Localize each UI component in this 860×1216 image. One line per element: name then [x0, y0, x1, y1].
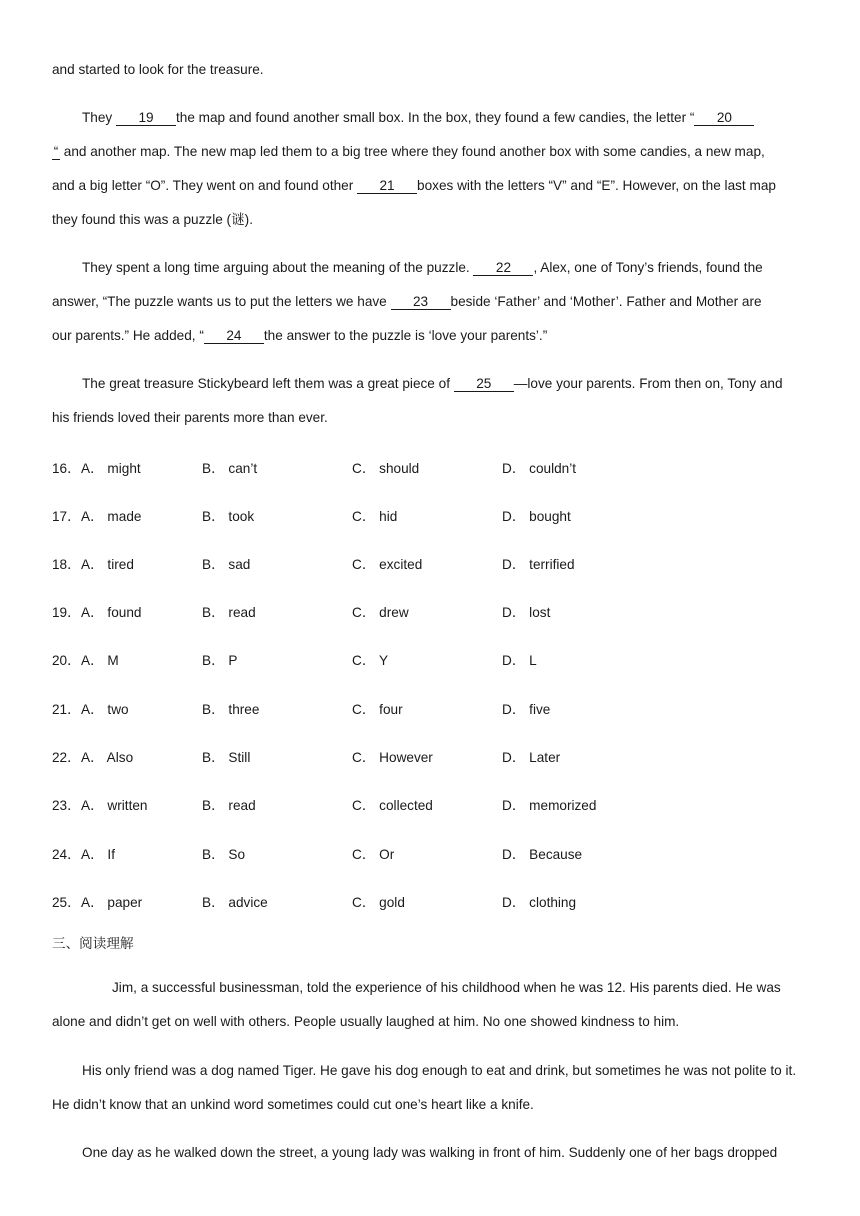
question-number: 23．: [52, 798, 81, 813]
passage-text: our parents.” He added, “: [52, 328, 204, 343]
passage-text: and a big letter “O”. They went on and found other: [52, 178, 358, 193]
option-a[interactable]: A． M: [81, 653, 119, 668]
reading-line: His only friend was a dog named Tiger. He gave his dog enough to eat and drink, but sometimes he was not polite to it.: [82, 1063, 797, 1078]
question-number: 25．: [52, 895, 81, 910]
question-row: [52, 601, 652, 619]
option-c[interactable]: C． However: [352, 750, 433, 765]
question-number: 24．: [52, 847, 81, 862]
passage-text: They: [82, 110, 116, 125]
question-row: [52, 746, 652, 764]
option-b[interactable]: B． advice: [202, 895, 268, 910]
question-number: 17．: [52, 509, 81, 524]
question-row: [52, 891, 652, 909]
question-row: [52, 843, 652, 861]
option-c[interactable]: C． drew: [352, 605, 409, 620]
question-row: [52, 457, 652, 475]
blank-20: 20: [694, 110, 754, 126]
question-number: 20．: [52, 653, 81, 668]
question-number: 16．: [52, 461, 81, 476]
reading-line: One day as he walked down the street, a young lady was walking in front of him. Suddenly one of her bags dropped: [82, 1145, 778, 1160]
option-d[interactable]: D． bought: [502, 509, 571, 524]
option-c[interactable]: C． Or: [352, 847, 395, 862]
option-d[interactable]: D． terrified: [502, 557, 575, 572]
option-b[interactable]: B． can’t: [202, 461, 258, 476]
passage-quote: “: [53, 144, 59, 159]
option-c[interactable]: C． four: [352, 702, 403, 717]
question-number: 19．: [52, 605, 81, 620]
option-d[interactable]: D． L: [502, 653, 537, 668]
passage-line: [82, 375, 783, 393]
option-d[interactable]: D． memorized: [502, 798, 597, 813]
option-b[interactable]: B． Still: [202, 750, 251, 765]
option-d[interactable]: D． lost: [502, 605, 551, 620]
option-c[interactable]: C． gold: [352, 895, 405, 910]
question-row: [52, 553, 652, 571]
option-c[interactable]: C． excited: [352, 557, 423, 572]
passage-text: —love your parents. From then on, Tony and: [513, 376, 783, 391]
blank-19: 19: [116, 110, 176, 126]
option-d[interactable]: D． five: [502, 702, 551, 717]
option-d[interactable]: D． couldn’t: [502, 461, 577, 476]
passage-line: [52, 293, 762, 311]
passage-text: the answer to the puzzle is ‘love your parents’.”: [263, 328, 548, 343]
option-c[interactable]: C． hid: [352, 509, 398, 524]
option-d[interactable]: D． Later: [502, 750, 561, 765]
blank-23: 23: [391, 294, 451, 310]
option-a[interactable]: A． tired: [81, 557, 134, 572]
option-b[interactable]: B． read: [202, 798, 256, 813]
passage-line: [52, 177, 776, 195]
blank-22: 22: [473, 260, 533, 276]
question-number: 18．: [52, 557, 81, 572]
option-c[interactable]: C． collected: [352, 798, 433, 813]
passage-text: , Alex, one of Tony’s friends, found the: [533, 260, 763, 275]
passage-text: boxes with the letters “V” and “E”. However, on the last map: [417, 178, 776, 193]
question-row: [52, 794, 652, 812]
question-row: [52, 505, 652, 523]
passage-line: they found this was a puzzle (谜).: [52, 212, 253, 227]
section-heading: 三、阅读理解: [52, 936, 134, 952]
option-d[interactable]: D． Because: [502, 847, 583, 862]
option-a[interactable]: A． might: [81, 461, 141, 476]
option-b[interactable]: B． So: [202, 847, 246, 862]
passage-text: and another map. The new map led them to a big tree where they found another box with some candies, a new map,: [60, 144, 765, 159]
passage-text: beside ‘Father’ and ‘Mother’. Father and Mother are: [450, 294, 762, 309]
passage-text: They spent a long time arguing about the meaning of the puzzle.: [82, 260, 474, 275]
reading-line: He didn’t know that an unkind word sometimes could cut one’s heart like a knife.: [52, 1097, 534, 1112]
passage-text: The great treasure Stickybeard left them was a great piece of: [82, 376, 454, 391]
reading-line: Jim, a successful businessman, told the experience of his childhood when he was 12. His parents died. He was: [112, 980, 781, 995]
blank-21: 21: [357, 178, 417, 194]
passage-line: his friends loved their parents more than ever.: [52, 410, 328, 425]
option-a[interactable]: A． two: [81, 702, 129, 717]
question-number: 22．: [52, 750, 81, 765]
question-row: [52, 649, 652, 667]
blank-25: 25: [454, 376, 514, 392]
question-row: [52, 698, 652, 716]
option-a[interactable]: A． Also: [81, 750, 134, 765]
option-a[interactable]: A． written: [81, 798, 148, 813]
option-a[interactable]: A． paper: [81, 895, 143, 910]
passage-line: and started to look for the treasure.: [52, 62, 264, 77]
option-d[interactable]: D． clothing: [502, 895, 577, 910]
passage-line: [82, 109, 754, 127]
passage-line: [52, 143, 765, 161]
reading-line: alone and didn’t get on well with others. People usually laughed at him. No one showed kindness to him.: [52, 1014, 680, 1029]
blank-24: 24: [204, 328, 264, 344]
passage-line: [82, 259, 763, 277]
passage-line: [52, 327, 547, 345]
passage-text: the map and found another small box. In the box, they found a few candies, the letter “: [176, 110, 695, 125]
option-b[interactable]: B． read: [202, 605, 256, 620]
passage-text: answer, “The puzzle wants us to put the letters we have: [52, 294, 391, 309]
option-a[interactable]: A． found: [81, 605, 142, 620]
option-b[interactable]: B． P: [202, 653, 238, 668]
question-number: 21．: [52, 702, 81, 717]
option-b[interactable]: B． sad: [202, 557, 251, 572]
option-a[interactable]: A． If: [81, 847, 115, 862]
option-c[interactable]: C． Y: [352, 653, 389, 668]
option-b[interactable]: B． three: [202, 702, 260, 717]
option-a[interactable]: A． made: [81, 509, 142, 524]
option-b[interactable]: B． took: [202, 509, 255, 524]
option-c[interactable]: C． should: [352, 461, 420, 476]
